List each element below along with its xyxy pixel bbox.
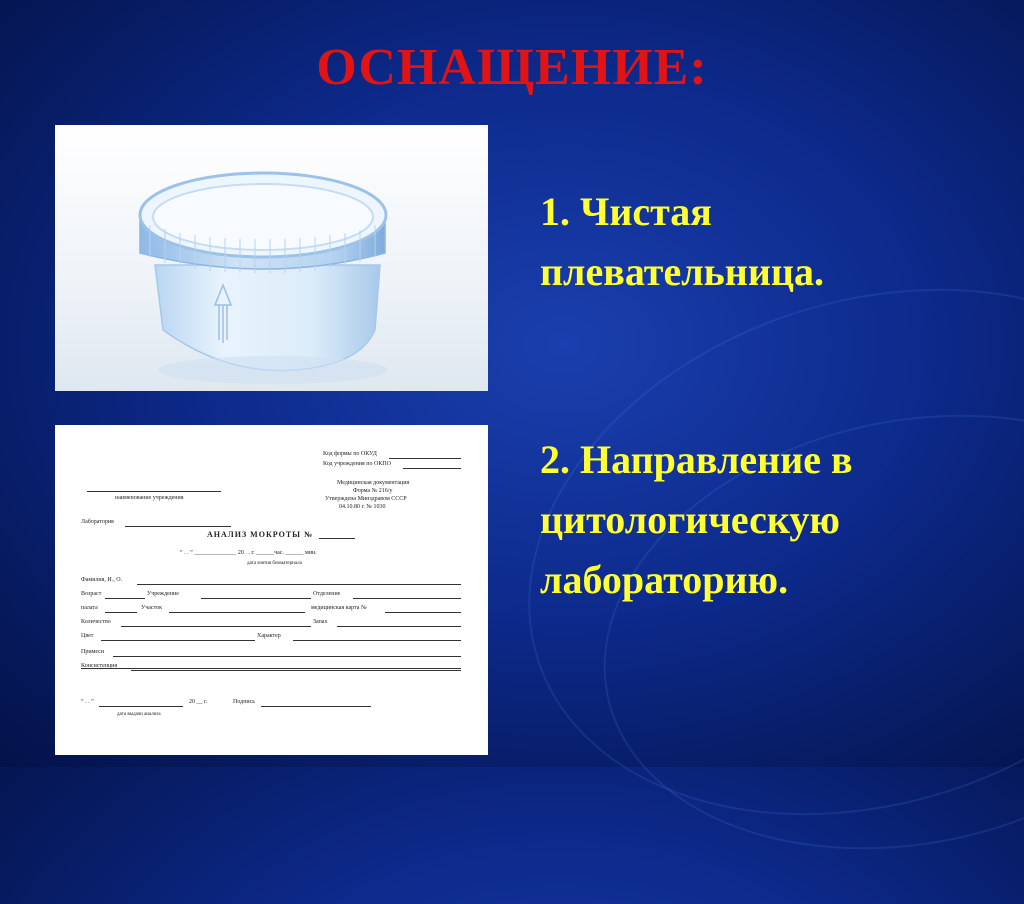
slide-title: ОСНАЩЕНИЕ:	[316, 39, 708, 96]
form-med1: Медицинская документация	[337, 480, 410, 486]
item-1	[540, 182, 824, 302]
form-imp: Примеси	[81, 649, 105, 655]
form-date-sub: дата взятия биоматериала	[247, 561, 302, 566]
form-inst: наименование учреждения	[115, 495, 184, 501]
form-sign-year: 20 __ г.	[189, 699, 208, 705]
item-1-line1: 1. Чистая	[540, 189, 712, 234]
form-sign: Подпись	[233, 699, 256, 705]
form-sign-date: “ . . ”	[81, 699, 94, 705]
form-name: Фамилия, И., О.	[81, 577, 123, 583]
form-sign-sub: дата выдачи анализа	[117, 712, 161, 717]
item-2-line1: 2. Направление в	[540, 437, 853, 482]
form-heading: АНАЛИЗ МОКРОТЫ №	[207, 530, 314, 539]
item-2-line2: цитологическую	[540, 497, 840, 542]
form-inst2: Учреждение	[147, 591, 179, 597]
form-cons: Консистенция	[81, 663, 118, 669]
form-med3: Утверждена Минздравом СССР	[325, 496, 407, 502]
form-okpo: Код учреждения по ОКПО	[323, 461, 392, 467]
item-1-line2: плевательница.	[540, 249, 824, 294]
item-2-line3: лабораторию.	[540, 557, 789, 602]
referral-form	[55, 425, 488, 755]
form-char: Характер	[257, 633, 281, 639]
item-2	[540, 430, 853, 610]
form-med2: Форма № 216/у	[353, 488, 393, 494]
form-color: Цвет	[81, 633, 94, 639]
form-age: Возраст	[81, 591, 102, 597]
form-okud: Код формы по ОКУД	[323, 451, 377, 457]
form-date: “ . . ” ______________ 20 . . г. ______час. ______ мин.	[180, 550, 317, 556]
form-dept: Отделение	[313, 591, 341, 597]
form-qty: Количество	[81, 619, 111, 625]
form-smell: Запах	[313, 619, 328, 625]
form-lab: Лаборатория	[81, 519, 114, 525]
form-med4: 04.10.80 г. № 1030	[339, 504, 386, 510]
form-card: медицинская карта №	[311, 605, 367, 611]
spittoon-photo	[55, 125, 488, 391]
form-ward: палата	[81, 605, 98, 611]
form-section: Участок	[141, 605, 163, 611]
spittoon-image	[55, 125, 488, 391]
